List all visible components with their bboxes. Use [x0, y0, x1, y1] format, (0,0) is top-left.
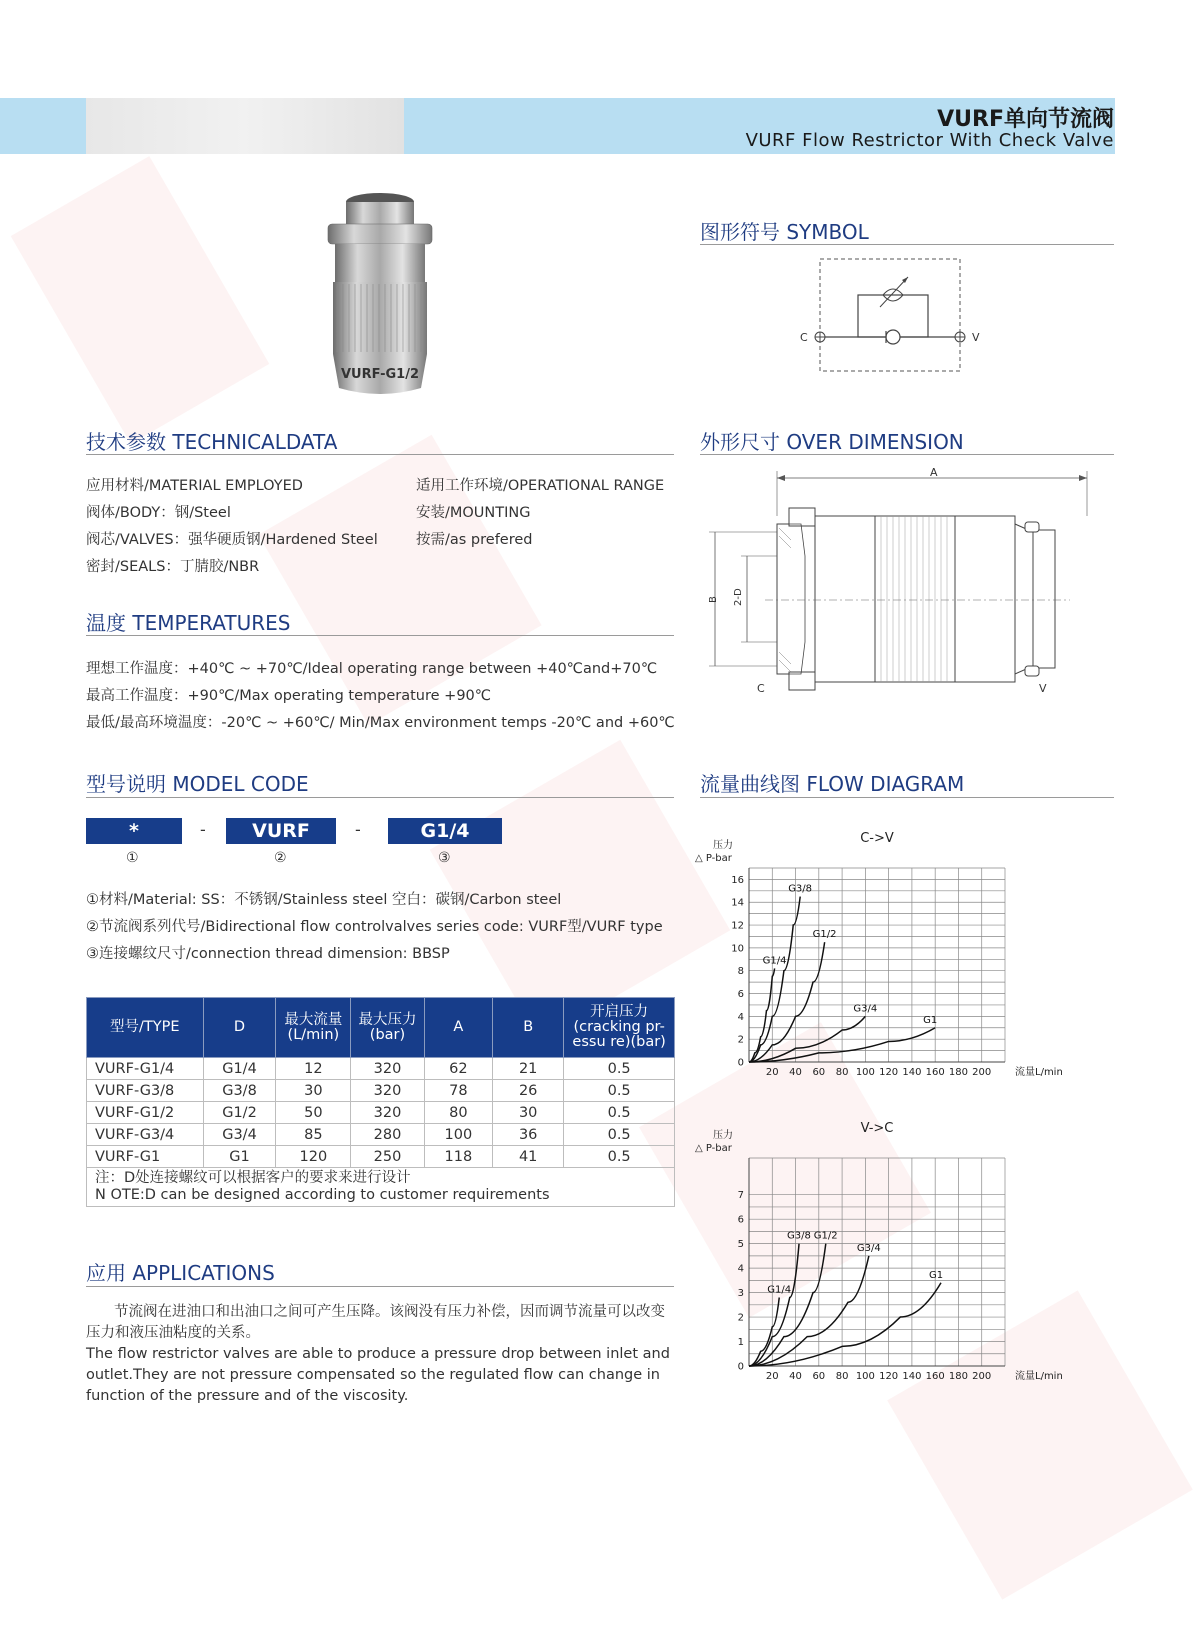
x-tick-label: 180	[948, 1371, 969, 1382]
series-label: G3/4	[856, 1242, 881, 1254]
x-tick-label: 60	[812, 1067, 826, 1078]
tech-left-1: 阀体/BODY：钢/Steel	[86, 505, 231, 521]
y-tick-label: 0	[737, 1361, 744, 1373]
page-title-en: VURF Flow Restrictor With Check Valve	[745, 130, 1114, 151]
series-label: G1/2	[812, 929, 837, 941]
model-code-title: 型号说明 MODEL CODE	[86, 772, 309, 796]
series-label: G1/4	[767, 1284, 792, 1296]
chart-ylabel-cn: 压力	[713, 1130, 733, 1141]
x-axis-label: 流量L/min	[1015, 1371, 1063, 1382]
y-tick-label: 7	[737, 1190, 744, 1202]
y-tick-label: 10	[731, 943, 744, 955]
model-code-num-3: ③	[438, 850, 451, 866]
model-note-1: ②节流阀系列代号/Bidirectional flow controlvalves series code: VURF型/VURF type	[86, 919, 663, 935]
model-code-dash-2: -	[355, 820, 361, 839]
dimension-divider	[700, 454, 1114, 455]
y-tick-label: 1	[737, 1337, 744, 1349]
y-tick-label: 14	[731, 897, 744, 909]
tech-right-1: 安装/MOUNTING	[416, 505, 531, 521]
chart-ylabel-unit: △ P-bar	[695, 853, 732, 864]
temperatures-divider	[86, 635, 674, 636]
y-tick-label: 4	[737, 1011, 744, 1023]
x-tick-label: 140	[902, 1371, 922, 1382]
product-label: VURF-G1/2	[340, 367, 420, 382]
y-tick-label: 8	[737, 966, 744, 978]
y-tick-label: 5	[737, 1239, 744, 1251]
x-tick-label: 40	[789, 1067, 802, 1078]
symbol-port-c: C	[800, 331, 808, 344]
symbol-diagram	[790, 255, 990, 375]
x-tick-label: 100	[855, 1067, 875, 1078]
y-tick-label: 6	[737, 1214, 744, 1226]
tech-left-2: 阀芯/VALVES：强华硬质钢/Hardened Steel	[86, 532, 378, 548]
flow-chart-c-to-v	[695, 828, 1115, 1108]
table-note-cn: 注：D处连接螺纹可以根据客户的要求来进行设计	[95, 1170, 411, 1186]
chart-ylabel-cn: 压力	[713, 840, 733, 851]
table-row: VURF-G1 G1 120 250 118 41 0.5	[87, 1146, 675, 1168]
th-d: D	[203, 998, 276, 1058]
chart-title: V->C	[860, 1121, 894, 1136]
temp-line-2: 最低/最高环境温度：-20℃ ~ +60℃/ Min/Max environment temps -20℃ and +60℃	[86, 715, 675, 731]
y-tick-label: 3	[737, 1288, 744, 1300]
symbol-port-v: V	[972, 331, 980, 344]
th-flow: 最大流量 (L/min)	[276, 998, 351, 1058]
dim-port-v: V	[1039, 682, 1047, 695]
model-code-box-3: G1/4	[388, 818, 502, 844]
page-title-cn: VURF单向节流阀	[937, 107, 1114, 132]
y-tick-label: 4	[737, 1263, 744, 1275]
model-note-2: ③连接螺纹尺寸/connection thread dimension: BBSP	[86, 946, 450, 962]
y-tick-label: 6	[737, 989, 744, 1001]
y-tick-label: 2	[737, 1034, 744, 1046]
dim-port-c: C	[757, 682, 765, 695]
series-label: G1	[929, 1269, 944, 1281]
product-image	[305, 188, 455, 403]
technical-title: 技术参数 TECHNICALDATA	[86, 430, 338, 454]
model-code-divider	[86, 797, 674, 798]
flow-title: 流量曲线图 FLOW DIAGRAM	[700, 772, 965, 796]
table-row: VURF-G3/4 G3/4 85 280 100 36 0.5	[87, 1124, 675, 1146]
flow-chart-v-to-c	[695, 1118, 1115, 1408]
x-tick-label: 60	[812, 1371, 826, 1382]
y-tick-label: 2	[737, 1312, 744, 1324]
model-code-dash-1: -	[200, 820, 206, 839]
tech-right-2: 按需/as prefered	[416, 532, 533, 548]
x-tick-label: 20	[765, 1371, 779, 1382]
x-tick-label: 80	[835, 1371, 849, 1382]
x-tick-label: 180	[948, 1067, 969, 1078]
x-axis-label: 流量L/min	[1015, 1067, 1063, 1078]
table-row: VURF-G1/4 G1/4 12 320 62 21 0.5	[87, 1058, 675, 1080]
x-tick-label: 160	[925, 1067, 945, 1078]
th-pressure: 最大压力 (bar)	[351, 998, 424, 1058]
symbol-title: 图形符号 SYMBOL	[700, 220, 869, 244]
applications-title: 应用 APPLICATIONS	[86, 1261, 275, 1285]
flow-divider	[700, 797, 1114, 798]
spec-table	[86, 997, 675, 1207]
x-tick-label: 120	[879, 1067, 899, 1078]
series-label: G1/4	[762, 955, 787, 967]
applications-text: 节流阀在进油口和出油口之间可产生压降。该阀没有压力补偿，因而调节流量可以改变 压力和液压油粘度的关系。 The flow restrictor valves are able to produce a pressure drop between inlet and outlet.They are not pressure compensated so the regulated flow can change in function of the pressure and of the viscosity.	[86, 1304, 670, 1404]
tech-right-0: 适用工作环境/OPERATIONAL RANGE	[416, 478, 665, 494]
series-line	[749, 897, 800, 1062]
model-code-box-1: *	[86, 818, 182, 844]
dim-label-a: A	[930, 466, 938, 479]
model-code-num-1: ①	[126, 850, 139, 866]
x-tick-label: 20	[765, 1067, 779, 1078]
dim-label-b: B	[708, 596, 719, 603]
table-note-en: N OTE:D can be designed according to customer requirements	[95, 1187, 550, 1203]
model-code-num-2: ②	[274, 850, 287, 866]
series-line	[749, 1297, 779, 1366]
symbol-divider	[700, 244, 1114, 245]
dim-label-2d: 2-D	[733, 588, 744, 606]
series-label: G1/2	[813, 1230, 838, 1242]
series-label: G3/8	[787, 1230, 811, 1242]
th-a: A	[424, 998, 493, 1058]
header-image-strip	[86, 98, 404, 154]
temp-line-0: 理想工作温度：+40℃ ~ +70℃/Ideal operating range between +40℃and+70℃	[86, 661, 658, 677]
x-tick-label: 100	[855, 1371, 875, 1382]
series-line	[749, 942, 825, 1062]
applications-divider	[86, 1286, 674, 1287]
tech-left-3: 密封/SEALS：丁腈胶/NBR	[86, 559, 260, 575]
series-label: G1	[923, 1014, 938, 1026]
dimension-drawing	[705, 466, 1105, 696]
x-tick-label: 80	[835, 1067, 849, 1078]
x-tick-label: 40	[789, 1371, 802, 1382]
table-row: VURF-G1/2 G1/2 50 320 80 30 0.5	[87, 1102, 675, 1124]
x-tick-label: 200	[972, 1371, 992, 1382]
th-cracking: 开启压力 (cracking pr- essu re)(bar)	[564, 998, 675, 1058]
table-note-row	[87, 1168, 675, 1207]
x-tick-label: 140	[902, 1067, 922, 1078]
y-tick-label: 0	[737, 1057, 744, 1069]
dimension-title: 外形尺寸 OVER DIMENSION	[700, 430, 964, 454]
y-tick-label: 12	[731, 920, 744, 932]
chart-title: C->V	[860, 831, 894, 846]
y-tick-label: 16	[731, 874, 744, 886]
table-row: VURF-G3/8 G3/8 30 320 78 26 0.5	[87, 1080, 675, 1102]
chart-ylabel-unit: △ P-bar	[695, 1143, 732, 1154]
series-label: G3/8	[788, 883, 813, 895]
th-type: 型号/TYPE	[87, 998, 204, 1058]
model-note-0: ①材料/Material: SS：不锈钢/Stainless steel 空白：碳钢/Carbon steel	[86, 892, 562, 908]
temperatures-title: 温度 TEMPERATURES	[86, 611, 291, 635]
x-tick-label: 160	[925, 1371, 945, 1382]
temp-line-1: 最高工作温度：+90℃/Max operating temperature +90℃	[86, 688, 492, 704]
th-b: B	[493, 998, 564, 1058]
technical-divider	[86, 454, 674, 455]
series-label: G3/4	[853, 1003, 878, 1015]
model-code-box-2: VURF	[226, 818, 336, 844]
x-tick-label: 200	[972, 1067, 992, 1078]
tech-left-0: 应用材料/MATERIAL EMPLOYED	[86, 478, 303, 494]
x-tick-label: 120	[879, 1371, 899, 1382]
